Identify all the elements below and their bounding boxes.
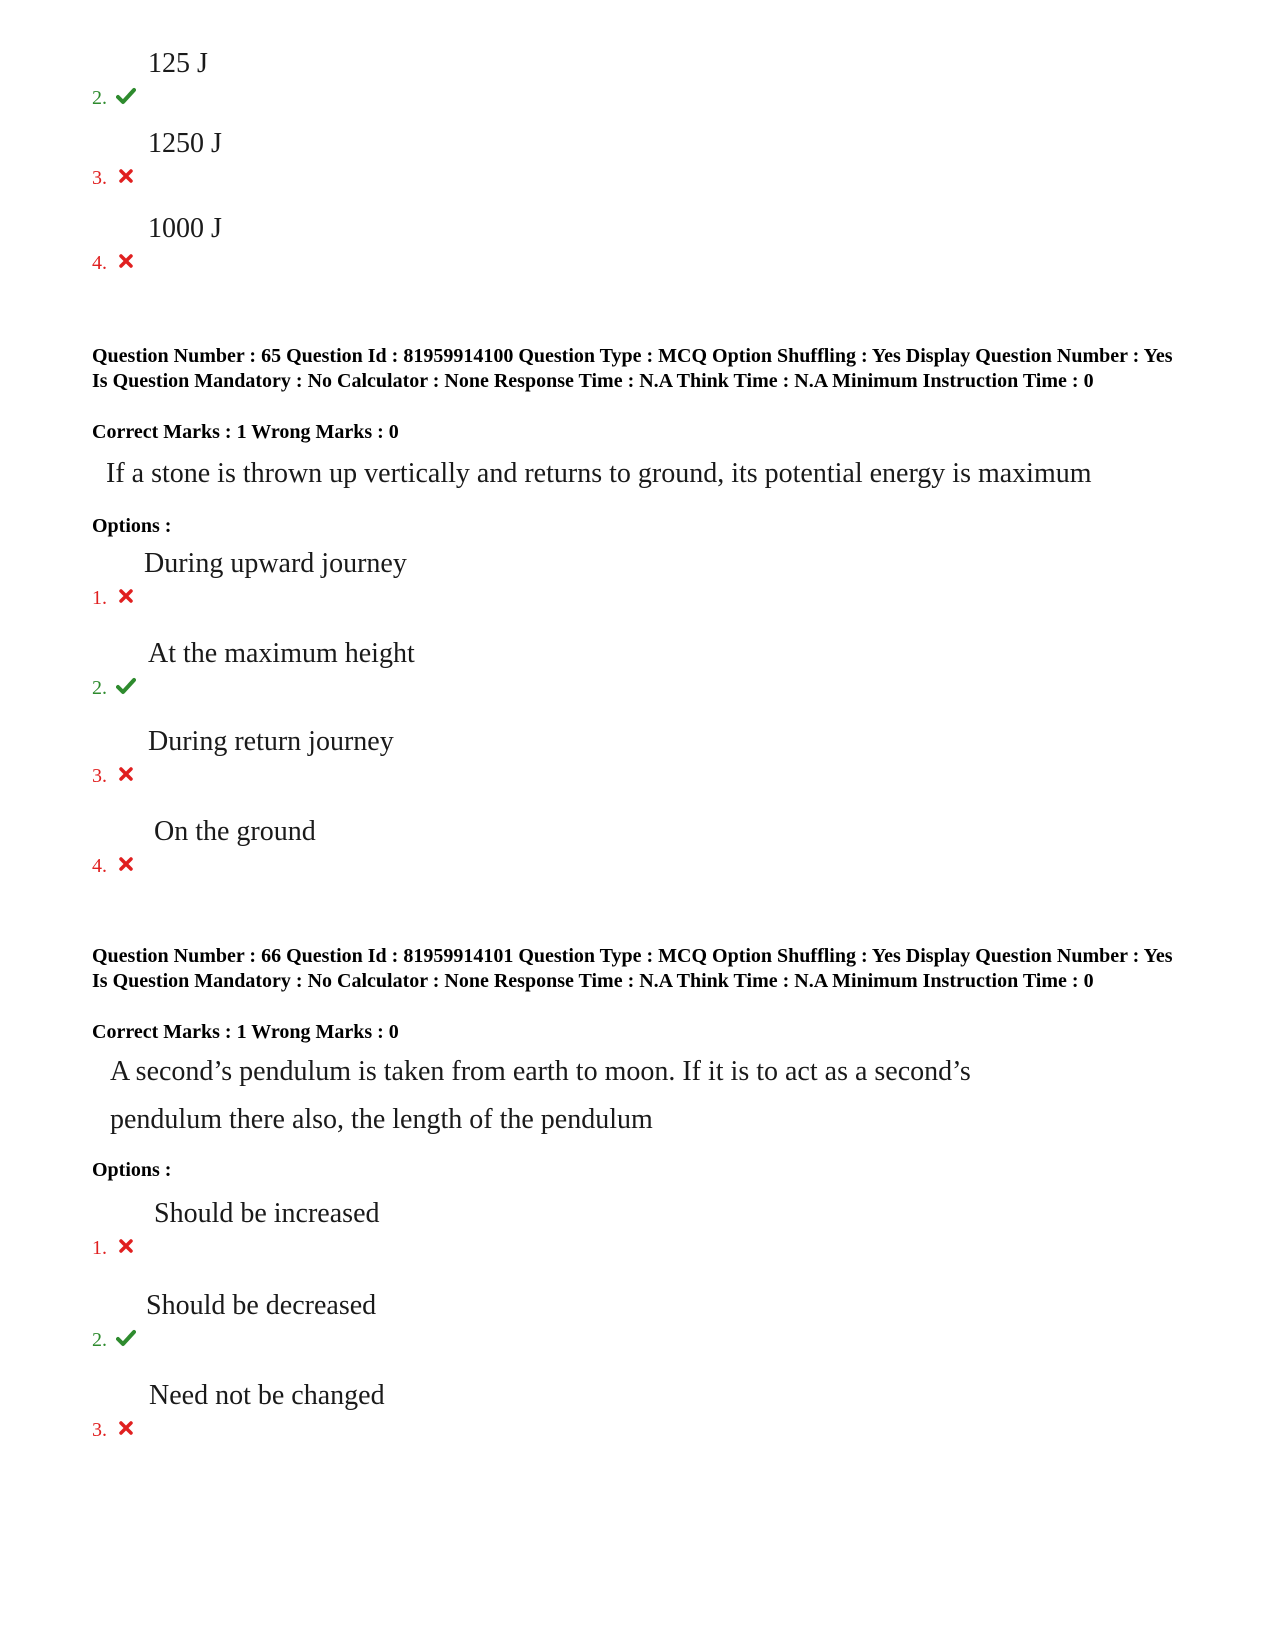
list-item (92, 213, 792, 273)
cross-icon (116, 1418, 136, 1438)
question-text-line-1: A second’s pendulum is taken from earth to moon. If it is to act as a second’s (110, 1056, 971, 1087)
question-meta: Question Number : 65 Question Id : 81959914100 Question Type : MCQ Option Shuffling : Yes Display Question Number : Yes Is Question Mandatory : No Calculator : None Response Time : N.A Think Time : N.A Minimum Instruction Time : 0 (92, 345, 1173, 392)
question-meta: Question Number : 66 Question Id : 81959914101 Question Type : MCQ Option Shuffling : Yes Display Question Number : Yes Is Question Mandatory : No Calculator : None Response Time : N.A Think Time : N.A Minimum Instruction Time : 0 (92, 945, 1173, 992)
option-number: 2. (92, 677, 107, 699)
list-item (92, 548, 792, 608)
list-item (92, 48, 792, 108)
option-text: 1250 J (148, 128, 222, 159)
question-text-line-2: pendulum there also, the length of the pendulum (110, 1104, 653, 1135)
option-text: 1000 J (148, 213, 222, 244)
check-icon (116, 1328, 136, 1348)
cross-icon (116, 854, 136, 874)
cross-icon (116, 166, 136, 186)
list-item (92, 1198, 792, 1258)
option-number: 3. (92, 765, 107, 787)
list-item (92, 816, 792, 876)
options-label: Options : (92, 1159, 172, 1181)
marks-info: Correct Marks : 1 Wrong Marks : 0 (92, 421, 399, 443)
cross-icon (116, 586, 136, 606)
list-item (92, 128, 792, 188)
option-number: 1. (92, 587, 107, 609)
cross-icon (116, 251, 136, 271)
cross-icon (116, 764, 136, 784)
option-number: 2. (92, 1329, 107, 1351)
list-item (92, 1380, 792, 1440)
option-text: Should be increased (154, 1198, 380, 1229)
option-text: Should be decreased (146, 1290, 377, 1321)
option-text: At the maximum height (148, 638, 415, 669)
list-item (92, 638, 792, 698)
list-item (92, 1290, 792, 1350)
option-text: During upward journey (144, 548, 407, 579)
option-number: 4. (92, 855, 107, 877)
check-icon (116, 86, 136, 106)
option-number: 4. (92, 252, 107, 274)
option-text: On the ground (154, 816, 316, 847)
option-number: 2. (92, 87, 107, 109)
option-number: 1. (92, 1237, 107, 1259)
option-number: 3. (92, 1419, 107, 1441)
check-icon (116, 676, 136, 696)
option-text: During return journey (148, 726, 394, 757)
cross-icon (116, 1236, 136, 1256)
option-text: Need not be changed (149, 1380, 385, 1411)
list-item (92, 726, 792, 786)
marks-info: Correct Marks : 1 Wrong Marks : 0 (92, 1021, 399, 1043)
question-text: If a stone is thrown up vertically and returns to ground, its potential energy is maximum (106, 458, 1092, 489)
options-label: Options : (92, 515, 172, 537)
option-number: 3. (92, 167, 107, 189)
option-text: 125 J (148, 48, 208, 79)
